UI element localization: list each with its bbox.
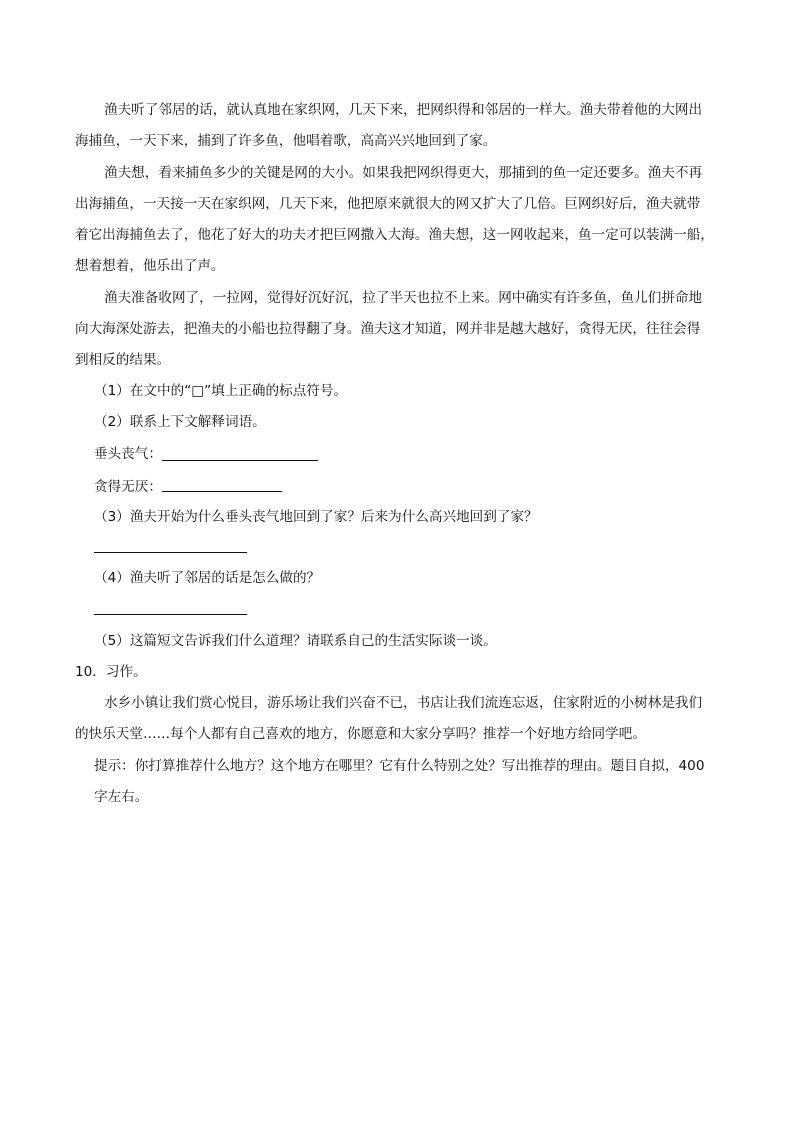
passage-p2-line4: 想着想着，他乐出了声。: [75, 258, 225, 274]
passage-p2-line1: 渔夫想，看来捕鱼多少的关键是网的大小。如果我把网织得更大，那捕到的鱼一定还要多。渔夫不再: [104, 165, 703, 181]
passage-p3-line2: 向大海深处游去，把渔夫的小船也拉得翻了身。渔夫这才知道，网并非是越大越好，贪得无厌，往往会得: [75, 321, 701, 337]
question-3: （3）渔夫开始为什么垂头丧气地回到了家？后来为什么高兴地回到了家？: [94, 509, 538, 525]
passage-p3-line3: 到相反的结果。: [75, 352, 171, 368]
composition-prompt-line2: 的快乐天堂……每个人都有自己喜欢的地方，你愿意和大家分享吗？推荐一个好地方给同学吧。: [75, 726, 646, 742]
question-5: （5）这篇短文告诉我们什么道理？请联系自己的生活实际谈一谈。: [94, 633, 497, 649]
composition-heading: 10．习作。: [75, 664, 147, 680]
question-2a-label: 垂头丧气：: [94, 446, 162, 462]
composition-tip-line1: 提示：你打算推荐什么地方？这个地方在哪里？它有什么特别之处？写出推荐的理由。题目自拟，400: [94, 758, 705, 774]
passage-p3-line1: 渔夫准备收网了，一拉网，觉得好沉好沉，拉了半天也拉不上来。网中确实有许多鱼，鱼儿们拼命地: [104, 290, 703, 306]
question-4: （4）渔夫听了邻居的话是怎么做的？: [94, 570, 321, 586]
question-2b-label: 贪得无厌：: [94, 479, 162, 495]
answer-blank-3[interactable]: [94, 552, 247, 553]
composition-prompt-line1: 水乡小镇让我们赏心悦目，游乐场让我们兴奋不已，书店让我们流连忘返，住家附近的小树林是我们: [104, 695, 703, 711]
answer-blank-2a[interactable]: [162, 460, 318, 461]
passage-p1-line1: 渔夫听了邻居的话，就认真地在家织网，几天下来，把网织得和邻居的一样大。渔夫带着他的大网出: [104, 102, 703, 118]
passage-p2-line3: 着它出海捕鱼去了，他花了好大的功夫才把巨网撒入大海。渔夫想，这一网收起来，鱼一定可以装满一船，: [75, 227, 714, 243]
question-1: （1）在文中的“□”填上正确的标点符号。: [94, 383, 348, 399]
composition-tip-line2: 字左右。: [94, 789, 149, 805]
passage-p1-line2: 海捕鱼，一天下来，捕到了许多鱼，他唱着歌，高高兴兴地回到了家。: [75, 133, 497, 149]
answer-blank-2b[interactable]: [162, 491, 282, 492]
question-2: （2）联系上下文解释词语。: [94, 414, 266, 430]
answer-blank-4[interactable]: [94, 614, 247, 615]
passage-p2-line2: 出海捕鱼，一天接一天在家织网，几天下来，他把原来就很大的网又扩大了几倍。巨网织好后，渔夫就带: [75, 196, 701, 212]
